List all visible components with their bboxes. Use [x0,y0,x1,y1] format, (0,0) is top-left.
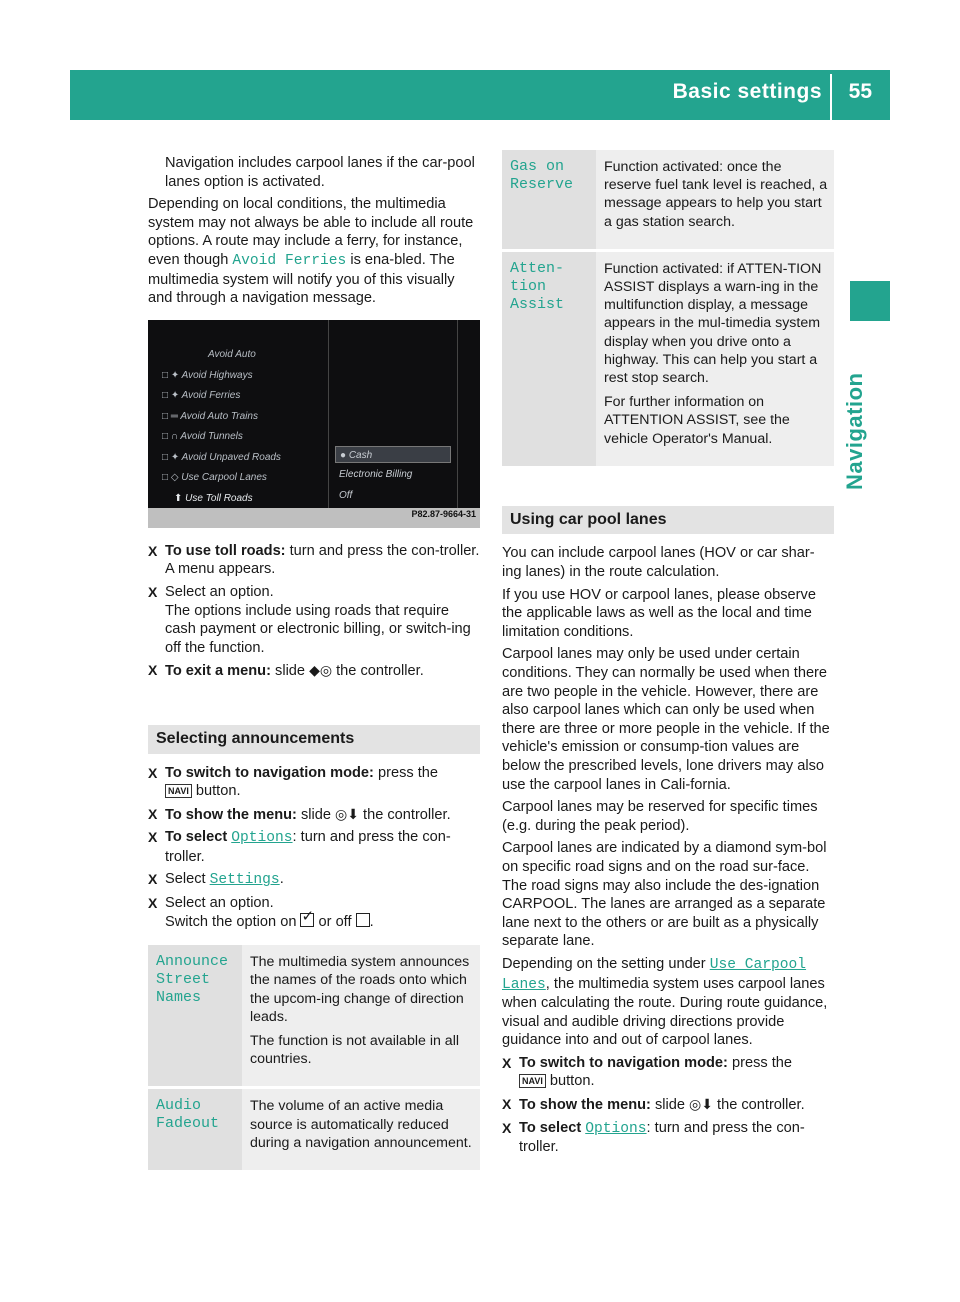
screen-option-off: Off [339,489,353,501]
announcements-table [148,945,480,1170]
page-header [70,70,890,120]
table-row [148,945,480,1088]
table-key-cell: Atten- tion Assist [502,250,596,466]
settings-term: Settings [209,872,280,889]
slide-down-controller-icon: ◎⬇ [689,1096,713,1113]
screen-menu-item: □ ∩ Avoid Tunnels [162,430,243,442]
navi-button-icon: NAVI [165,784,192,798]
screen-menu-item: Avoid Auto [208,348,256,360]
table-key-cell: Announce Street Names [148,945,242,1088]
carpool-paragraph: Carpool lanes may only be used under certain conditions. They can normally be used when there are two people in the vehicle. However, there are also carpool lanes which can only be used when there are three or more people in the vehicle. If the vehicle's emission or consump-tion values are below the prescribed levels, lone drivers may also use the carpool lanes in Cali-fornia. [502,646,830,793]
side-tab-label: Navigation [842,372,867,490]
intro-b-text: Depending on local conditions, the multimedia system may not always be able to include all route options. A route may include a ferry, for instance, even though [148,196,474,268]
slide-down-controller-icon: ◎⬇ [335,805,359,822]
instruction-toll-roads: X To use toll roads: turn and press the con-troller. A menu appears. [148,542,480,579]
instruction-show-menu: X To show the menu: slide ◎⬇ the controller. [502,1095,834,1115]
assist-table [502,150,834,466]
table-key-cell: Audio Fadeout [148,1088,242,1170]
table-value-cell: Function activated: if ATTEN-TION ASSIST displays a warn-ing in the multifunction display, a message appears in the mul-timedia system display when you drive onto a highway. This can help you start a rest stop search. For further information on ATTENTION ASSIST, see the vehicle Operator's Manual. [596,250,834,466]
side-tab-marker [850,281,890,321]
instruction-select-options: X To select Options: turn and press the con-troller. [148,828,480,866]
screen-menu-right [328,320,458,508]
screen-footer [148,508,480,528]
instruction-select-option: X Select an option. The options include using roads that require cash payment or electronic billing, or switch-ing off the function. [148,583,480,657]
table-row [502,250,834,466]
screen-option-electronic-billing: Electronic Billing [339,468,413,480]
use-carpool-lanes-term: Use Carpool Lanes [502,956,807,993]
navi-button-icon: NAVI [519,1074,546,1088]
instruction-switch-option: X Select an option. Switch the option on ✓ or off . [148,894,480,931]
carpool-paragraph: Carpool lanes are indicated by a diamond sym-bol on specific road signs and on the road sur-face. The road signs may also include the des-ignation CARPOOL. The lanes are arranged as a separate lane next to the others or are built as a physically separate lane. [502,840,827,950]
avoid-ferries-term: Avoid Ferries [232,252,347,269]
carpool-paragraph: Carpool lanes may be reserved for specific times (e.g. during the peak period). [502,799,818,834]
instruction-switch-nav: X To switch to navigation mode: press the NAVI button. [502,1054,834,1091]
intro-b-text-end: is ena-bled. The multimedia system will notify you of this visually and through a navigation message. [148,251,455,307]
instruction-switch-nav: X To switch to navigation mode: press the NAVI button. [148,764,480,801]
checkbox-unchecked-icon [356,913,370,927]
intro-paragraph-a: Navigation includes carpool lanes if the car-pool lanes option is activated. [165,155,475,190]
header-title: Basic settings [672,80,822,103]
image-code: P82.87-9664-31 [411,509,476,520]
table-value-cell: The volume of an active media source is automatically reduced during a navigation announcement. [242,1088,480,1170]
table-value-cell: The multimedia system announces the names of the roads onto which the upcom-ing change of direction leads. The function is not available in all countries. [242,945,480,1088]
screen-menu-item: □ ✦ Avoid Highways [162,369,253,381]
header-separator [830,74,832,120]
screen-menu-item: □ ═ Avoid Auto Trains [162,410,258,422]
multimedia-screenshot [148,320,480,528]
instruction-exit-menu: X To exit a menu: slide ◆◎ the controller. [148,661,480,681]
carpool-paragraph: If you use HOV or carpool lanes, please observe the applicable laws as well as the local and time limitation conditions. [502,586,816,640]
screen-menu-item-selected: ⬆ Use Toll Roads [174,492,253,504]
table-row [148,1088,480,1170]
options-term: Options [585,1120,647,1137]
options-term: Options [231,830,293,847]
screen-menu-left [148,320,324,508]
screen-menu-item: □ ✦ Avoid Unpaved Roads [162,451,281,463]
left-column [148,154,480,1170]
table-key-cell: Gas on Reserve [502,150,596,250]
carpool-paragraph: You can include carpool lanes (HOV or car shar-ing lanes) in the route calculation. [502,545,815,581]
table-row [502,150,834,250]
checkbox-checked-icon [300,913,314,927]
instruction-select-options: X To select Options: turn and press the con-troller. [502,1119,834,1157]
screen-menu-item: □ ◇ Use Carpool Lanes [162,471,267,483]
instruction-show-menu: X To show the menu: slide ◎⬇ the controller. [148,805,480,825]
section-title-announcements: Selecting announcements [148,725,480,754]
screen-option-cash: ● Cash [335,446,451,463]
instruction-select-settings: X Select Settings. [148,870,480,890]
screen-menu-item: □ ✦ Avoid Ferries [162,389,241,401]
slide-left-controller-icon: ◆◎ [309,662,333,679]
right-column [502,150,834,1161]
table-value-cell: Function activated: once the reserve fuel tank level is reached, a message appears to help you start a gas station search. [596,150,834,250]
intro-paragraph-b [148,195,480,308]
page-number: 55 [848,80,872,103]
carpool-paragraph: Depending on the setting under Use Carpool Lanes, the multimedia system uses carpool lanes when calculating the route. During route guidance, visual and audible driving directions provide guidance into and out of carpool lanes. [502,955,828,1049]
section-title-carpool: Using car pool lanes [502,506,834,535]
